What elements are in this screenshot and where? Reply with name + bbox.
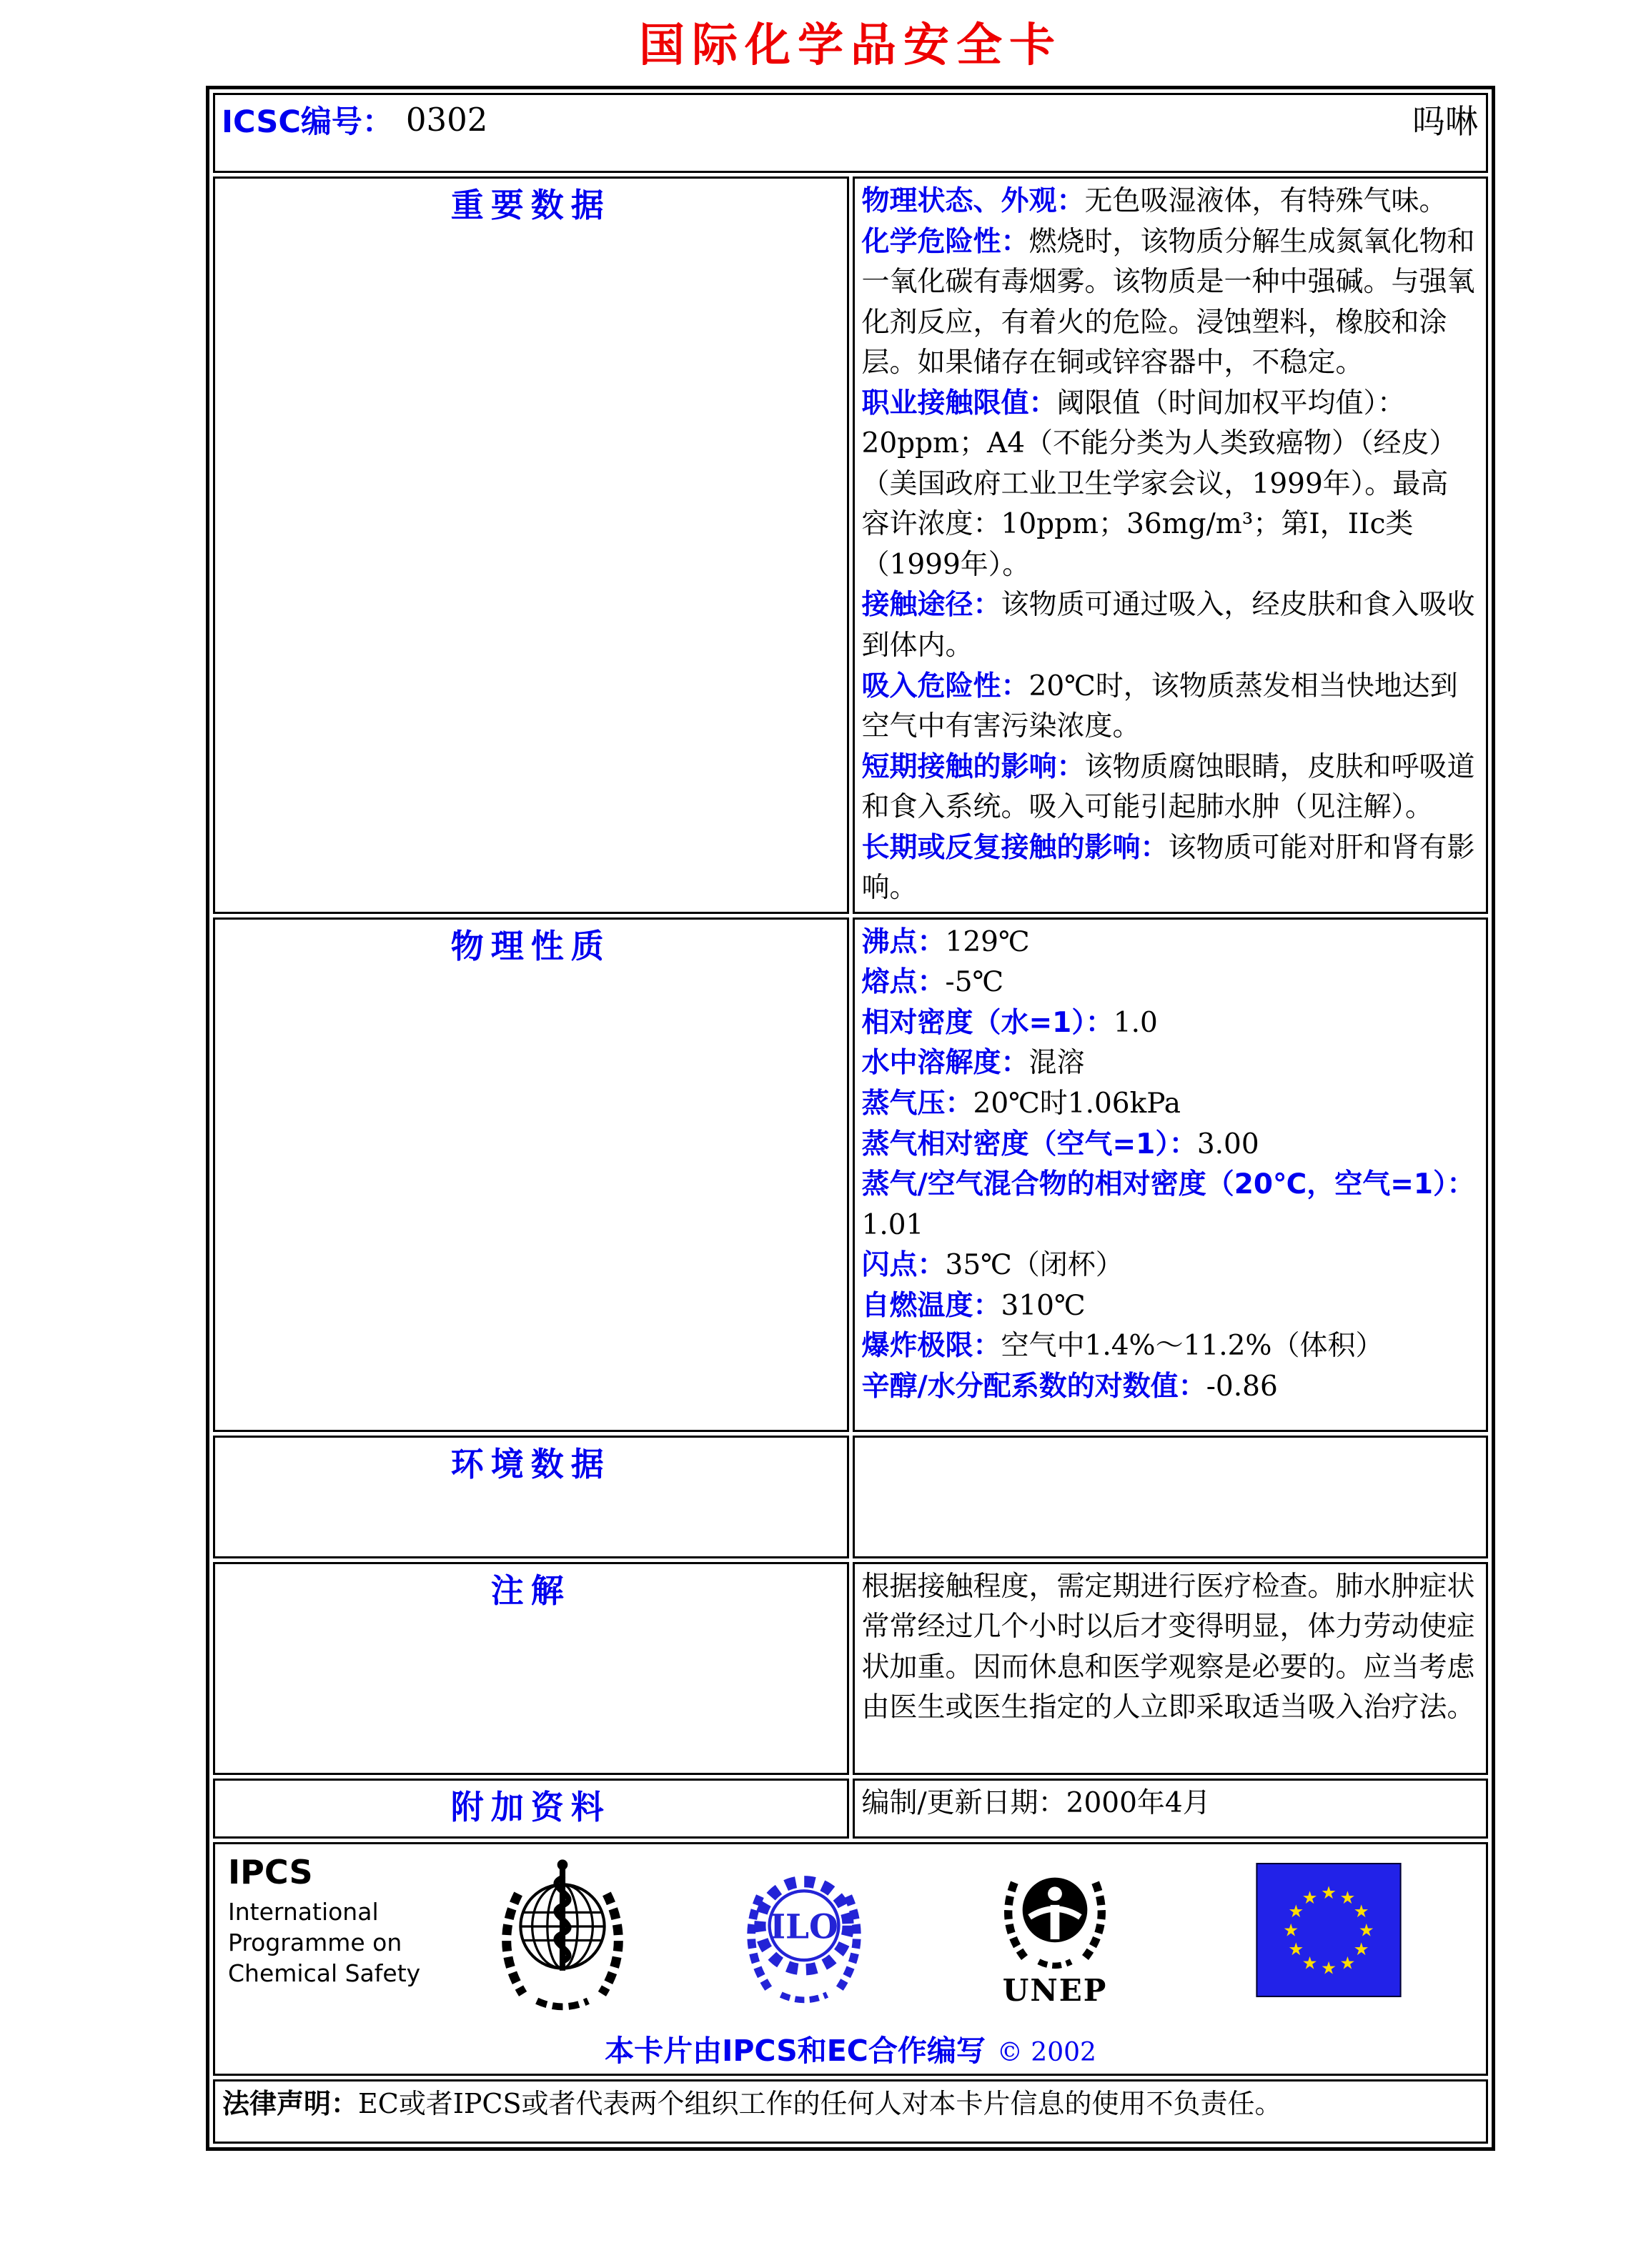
important-data-row bbox=[213, 176, 1488, 914]
row-label-additional-info: 附加资料 bbox=[213, 1779, 849, 1839]
svg-text:★: ★ bbox=[1339, 1952, 1356, 1974]
notes-text: 根据接触程度，需定期进行医疗检查。肺水肿症状常常经过几个小时以后才变得明显，体力劳动使症状加重。因而休息和医学观察是必要的。应当考虑由医生或医生指定的人立即采取适当吸入治疗法。 bbox=[861, 1570, 1475, 1724]
notes-row bbox=[213, 1562, 1488, 1775]
ilo-letters: ILO bbox=[770, 1907, 838, 1947]
additional-info-content bbox=[853, 1779, 1489, 1839]
svg-text:★: ★ bbox=[1288, 1901, 1304, 1922]
update-date-value: 2000年4月 bbox=[1066, 1786, 1211, 1819]
row-label-physical-properties: 物理性质 bbox=[213, 917, 849, 1432]
chemical-name: 吗啉 bbox=[1412, 102, 1478, 141]
unep-logo-icon bbox=[994, 1854, 1116, 2008]
unep-wordmark: UNEP bbox=[1002, 1972, 1108, 2008]
physical-property: 闪点：35℃（闭杯） bbox=[861, 1249, 1124, 1282]
physical-properties-content bbox=[853, 917, 1489, 1432]
icsc-number-label: ICSC编号： bbox=[222, 104, 393, 140]
page-title: 国际化学品安全卡 bbox=[639, 19, 1062, 72]
legal-notice-label: 法律声明： bbox=[222, 2087, 359, 2119]
svg-text:★: ★ bbox=[1358, 1919, 1374, 1941]
environmental-data-content bbox=[853, 1436, 1489, 1558]
important-item: 短期接触的影响：该物质腐蚀眼睛，皮肤和呼吸道和食入系统。吸入可能引起肺水肿（见注解）。 bbox=[861, 750, 1475, 824]
logos-row bbox=[213, 1842, 1488, 2076]
important-item: 长期或反复接触的影响：该物质可能对肝和肾有影响。 bbox=[861, 831, 1475, 905]
important-item: 化学危险性：燃烧时，该物质分解生成氮氧化物和一氧化碳有毒烟雾。该物质是一种中强碱。与强氧化剂反应，有着火的危险。浸蚀塑料，橡胶和涂层。如果储存在铜或锌容器中，不稳定。 bbox=[861, 225, 1475, 379]
notes-content bbox=[853, 1562, 1489, 1775]
svg-text:★: ★ bbox=[1339, 1886, 1356, 1908]
svg-text:★: ★ bbox=[1302, 1886, 1318, 1908]
svg-text:★: ★ bbox=[1353, 1938, 1369, 1959]
physical-property: 蒸气压：20℃时1.06kPa bbox=[861, 1088, 1181, 1120]
row-label-environmental-data: 环境数据 bbox=[213, 1436, 849, 1558]
physical-property: 自燃温度：310℃ bbox=[861, 1289, 1086, 1322]
ipcs-text-block: IPCS International Programme on Chemical Safety bbox=[228, 1854, 428, 1989]
physical-property: 水中溶解度：混溶 bbox=[861, 1047, 1085, 1080]
ipcs-acronym: IPCS bbox=[228, 1852, 313, 1891]
legal-notice-text: EC或者IPCS或者代表两个组织工作的任何人对本卡片信息的使用不负责任。 bbox=[358, 2087, 1282, 2119]
physical-property: 蒸气相对密度（空气=1）：3.00 bbox=[861, 1128, 1259, 1160]
important-item: 吸入危险性：20℃时，该物质蒸发相当快地达到空气中有害污染浓度。 bbox=[861, 670, 1458, 743]
cooperation-caption bbox=[215, 2027, 1486, 2069]
caption-text: 本卡片由IPCS和EC合作编写 bbox=[605, 2033, 986, 2068]
svg-text:★: ★ bbox=[1321, 1957, 1337, 1979]
physical-properties-row bbox=[213, 917, 1488, 1432]
important-data-content bbox=[853, 176, 1489, 914]
physical-property: 沸点：129℃ bbox=[861, 925, 1030, 958]
svg-text:★: ★ bbox=[1321, 1881, 1337, 1903]
copyright-text: © 2002 bbox=[996, 2037, 1096, 2067]
important-item: 物理状态、外观：无色吸湿液体，有特殊气味。 bbox=[861, 185, 1447, 217]
svg-text:★: ★ bbox=[1353, 1901, 1369, 1922]
update-date-label: 编制/更新日期： bbox=[861, 1786, 1066, 1819]
physical-property: 蒸气/空气混合物的相对密度（20℃，空气=1）：1.01 bbox=[861, 1168, 1475, 1241]
physical-property: 熔点：-5℃ bbox=[861, 966, 1004, 999]
additional-info-row bbox=[213, 1779, 1488, 1839]
svg-text:★: ★ bbox=[1302, 1952, 1318, 1974]
legal-notice-row bbox=[213, 2079, 1488, 2144]
header-row bbox=[213, 93, 1488, 173]
ilo-logo-icon bbox=[741, 1854, 867, 2014]
eu-flag-icon bbox=[1256, 1863, 1402, 2000]
svg-text:★: ★ bbox=[1283, 1919, 1299, 1941]
physical-property: 爆炸极限：空气中1.4%～11.2%（体积） bbox=[861, 1330, 1384, 1363]
important-item: 接触途径：该物质可通过吸入，经皮肤和食入吸收到体内。 bbox=[861, 589, 1475, 662]
who-logo-icon bbox=[491, 1854, 634, 2020]
environmental-data-row bbox=[213, 1436, 1488, 1558]
svg-text:★: ★ bbox=[1288, 1938, 1304, 1959]
icsc-number-value: 0302 bbox=[405, 100, 488, 139]
icsc-card-table bbox=[206, 86, 1495, 2151]
important-item: 职业接触限值：阈限值（时间加权平均值）：20ppm；A4（不能分类为人类致癌物）（经皮）（美国政府工业卫生学家会议，1999年）。最高容许浓度：10ppm；36mg/m³；第I，IIc类（1999年）。 bbox=[861, 387, 1457, 581]
physical-property: 相对密度（水=1）：1.0 bbox=[861, 1006, 1158, 1039]
row-label-important-data: 重要数据 bbox=[213, 176, 849, 914]
physical-property: 辛醇/水分配系数的对数值：-0.86 bbox=[861, 1370, 1278, 1403]
row-label-notes: 注解 bbox=[213, 1562, 849, 1775]
